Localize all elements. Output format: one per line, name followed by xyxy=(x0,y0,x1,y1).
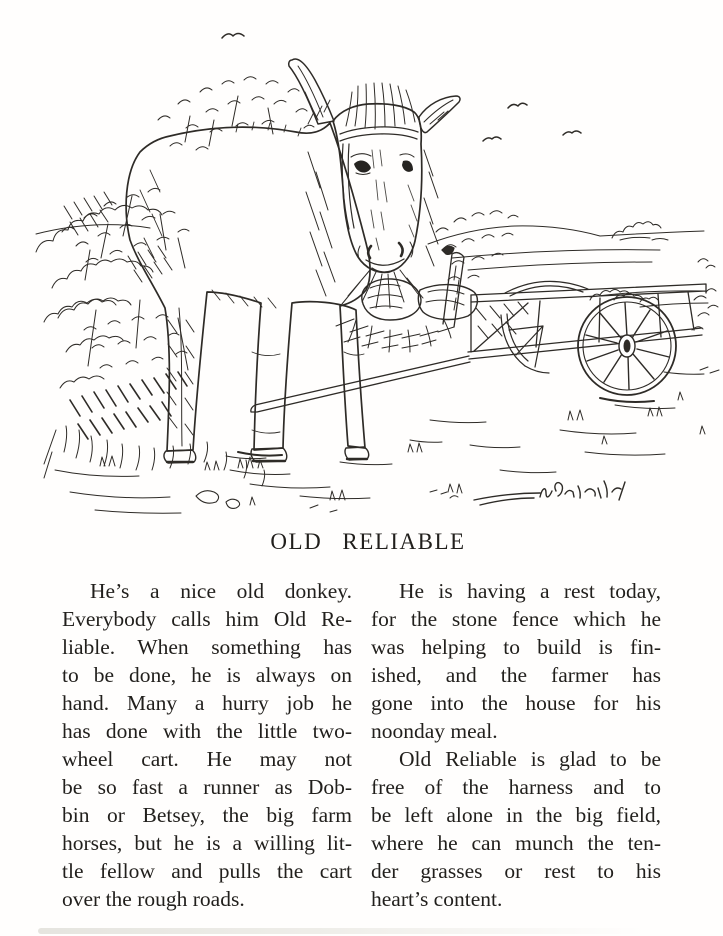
artist-signature xyxy=(474,481,625,505)
donkey-head xyxy=(333,83,422,272)
right-column xyxy=(371,577,661,913)
front-bush xyxy=(44,298,265,486)
page-edge-shadow xyxy=(38,928,678,934)
text-line: free of the harness and to xyxy=(371,775,661,799)
cart-far-wheel xyxy=(501,281,588,373)
text-line: for the stone fence which he xyxy=(371,607,661,631)
text-line: be left alone in the big field, xyxy=(371,803,661,827)
bridle xyxy=(340,127,418,229)
neck-shading xyxy=(424,150,438,266)
text-line: where he can munch the ten- xyxy=(371,831,661,855)
text-line: Everybody calls him Old Re- xyxy=(62,607,352,631)
text-line: horses, but he is a willing lit- xyxy=(62,831,352,855)
left-bush xyxy=(36,188,189,322)
paragraph-2 xyxy=(371,577,661,745)
donkey-eye xyxy=(351,154,414,175)
text-line: Old Reliable is glad to be xyxy=(399,747,661,771)
text-line: has done with the little two- xyxy=(62,719,352,743)
donkey-ear-left xyxy=(289,59,334,124)
foliage-behind-donkey xyxy=(158,77,314,150)
distant-bushes xyxy=(590,222,715,302)
hay xyxy=(336,270,454,352)
story-title: OLD RELIABLE xyxy=(270,529,466,554)
story-columns xyxy=(62,577,662,913)
stones xyxy=(196,491,240,509)
text-line: hand. Many a hurry job he xyxy=(62,691,352,715)
mid-foliage xyxy=(436,211,718,330)
text-line: was helping to build is fin- xyxy=(371,635,661,659)
text-line: to be done, he is always on xyxy=(62,663,352,687)
left-column xyxy=(62,577,352,913)
text-line: wheel cart. He may not xyxy=(62,747,352,771)
text-line: bin or Betsey, the big farm xyxy=(62,803,352,827)
donkey-ear-right xyxy=(419,96,460,133)
text-line: He is having a rest today, xyxy=(399,579,661,603)
text-line: heart’s content. xyxy=(371,887,503,911)
text-line: noonday meal. xyxy=(371,719,498,743)
text-line: tle fellow and pulls the cart xyxy=(62,859,352,883)
horizon-lines xyxy=(36,225,708,307)
donkey-body xyxy=(126,100,370,463)
text-line: He’s a nice old donkey. xyxy=(90,579,352,603)
text-line: be so fast a runner as Dob- xyxy=(62,775,352,799)
paragraph-3 xyxy=(371,745,661,913)
text-line: der grasses or rest to his xyxy=(371,859,661,883)
paragraph-1 xyxy=(62,577,352,913)
text-line: gone into the house for his xyxy=(371,691,661,715)
text-line: over the rough roads. xyxy=(62,887,245,911)
bird-icons xyxy=(222,34,581,142)
text-line: ished, and the farmer has xyxy=(371,663,661,687)
text-line: liable. When something has xyxy=(62,635,352,659)
